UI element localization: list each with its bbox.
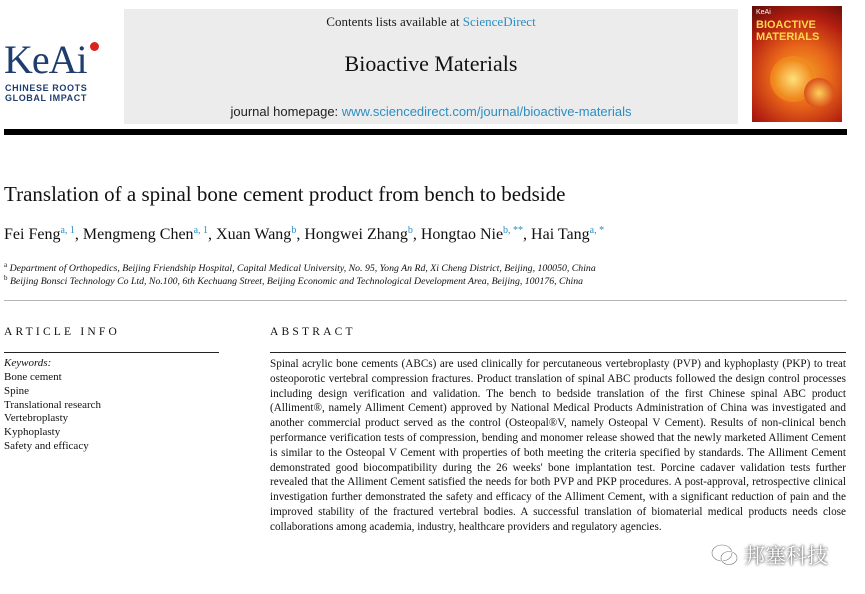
logo-red-dot-icon [90, 42, 99, 51]
affiliation-label: b [4, 274, 8, 282]
homepage-prefix: journal homepage: [230, 104, 342, 119]
keyword-item: Spine [4, 384, 30, 397]
author-separator: , [74, 226, 83, 243]
abstract-heading: ABSTRACT [270, 326, 356, 338]
author-name[interactable]: Hongwei Zhang [304, 226, 408, 243]
keyword-item: Kyphoplasty [4, 426, 61, 439]
author-name[interactable]: Xuan Wang [216, 226, 292, 243]
affiliation-a [4, 261, 596, 274]
contents-prefix: Contents lists available at [326, 14, 463, 29]
author-affiliation-marker[interactable]: a, 1 [193, 225, 209, 236]
affiliation-text: Beijing Bonsci Technology Co Ltd, No.100, 6th Kechuang Street, Beijing Economic and Technological Development Area, Beijing, 100176, China [9, 276, 583, 287]
author-name[interactable]: Fei Feng [4, 226, 61, 243]
author-affiliation-marker[interactable]: a, * [589, 225, 605, 236]
keyword-item: Safety and efficacy [4, 439, 89, 452]
logo-tagline-2: GLOBAL IMPACT [5, 93, 87, 103]
affiliation-label: a [4, 261, 8, 269]
front-matter-divider [4, 300, 847, 301]
keyword-item: Bone cement [4, 371, 62, 383]
cover-title: BIOACTIVE MATERIALS [756, 19, 820, 43]
author-affiliation-marker[interactable]: b [291, 225, 297, 236]
author-separator: , [296, 226, 305, 243]
publisher-logo [4, 38, 116, 108]
author-name[interactable]: Hai Tang [531, 226, 590, 243]
wechat-watermark [700, 536, 850, 576]
author-separator: , [523, 226, 532, 243]
affiliation-text: Department of Orthopedics, Beijing Friendship Hospital, Capital Medical University, No. 95, Yong An Rd, Xi Cheng District, Beijing, 100050, China [9, 263, 596, 274]
header-divider [4, 129, 847, 135]
author-name[interactable]: Hongtao Nie [420, 226, 504, 243]
author-separator: , [412, 226, 421, 243]
journal-cover-image [752, 6, 842, 122]
abstract-rule [270, 352, 846, 353]
keyword-list [4, 371, 101, 454]
author-affiliation-marker[interactable]: b [407, 225, 413, 236]
author-separator: , [208, 226, 217, 243]
paper-title: Translation of a spinal bone cement product from bench to bedside [4, 182, 566, 206]
publisher-logo-wordmark: KeAi [4, 37, 87, 82]
cover-art-blob [804, 78, 834, 108]
wechat-icon [710, 542, 740, 568]
article-info-heading: ARTICLE INFO [4, 326, 120, 338]
article-info-rule [4, 352, 219, 353]
journal-homepage-line [124, 104, 738, 119]
keywords-label: Keywords: [4, 357, 52, 369]
author-affiliation-marker[interactable]: b, ** [503, 225, 524, 236]
logo-tagline-1: CHINESE ROOTS [5, 83, 88, 93]
abstract-text: Spinal acrylic bone cements (ABCs) are used clinically for percutaneous vertebroplasty (PVP) and kyphoplasty (PKP) to treat osteoporotic vertebral compression fractures. Product translation of spinal ABC products followed the design control processes including design verification and validation. The bench to bedside translation of the first Chinese spinal ABC product (Alliment®, namely Alliment Cement) approved by National Medical Products Administration of China was investigated and another commercial product served as the control (Osteopal®V, namely Osteopal V Cement). Results of non-clinical bench performance verification tests of compression, bending and monomer release showed that the newly marketed Alliment Cement is similar to the Osteopal V Cement with properties of both meeting the criteria specified by standards. The Alliment Cement demonstrated good biocompatibility during the 26 weeks' bone implantation test. Porcine cadaver validation tests further revealed that the Alliment Cement satisfied the needs for both PVP and PKP procedures. A post-approval, retrospective clinical investigation further demonstrated the safety and efficacy of the Alliment Cement, with a significant reduction of pain and the improved stability of the fractured vertebral bodies. A successful translation of biomaterial medical products needs close collaborations among academia, industry, healthcare providers and regulatory agencies. [270, 358, 846, 533]
cover-brand: KeAi [756, 9, 771, 16]
author-list [4, 225, 604, 244]
contents-line [124, 14, 738, 30]
journal-homepage-link[interactable]: www.sciencedirect.com/journal/bioactive-materials [341, 104, 632, 119]
author-name[interactable]: Mengmeng Chen [82, 226, 194, 243]
affiliation-b [4, 274, 583, 287]
author-affiliation-marker[interactable]: a, 1 [60, 225, 75, 236]
sciencedirect-link[interactable]: ScienceDirect [462, 14, 536, 29]
keyword-item: Vertebroplasty [4, 412, 69, 425]
watermark-text: 邦塞科技 [744, 544, 828, 568]
keyword-item: Translational research [4, 398, 102, 411]
journal-title: Bioactive Materials [344, 51, 518, 76]
